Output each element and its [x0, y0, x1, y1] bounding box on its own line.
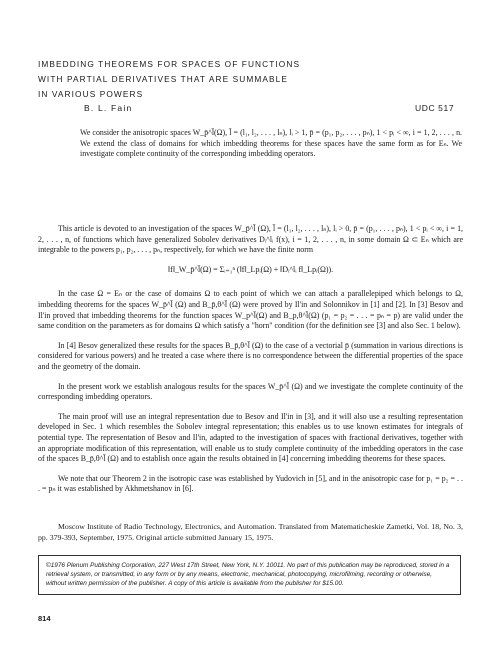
copyright-box: ©1976 Plenum Publishing Corporation, 227 West 17th Street, New York, N.Y. 10011. No part of this publication may be reproduced, stored in a retrieval system, or transmitted, in any form or by any means, electronic, mechanical, photocopying, microfilming, recording or otherwise, without written permission of the publisher. A copy of this article is available from the publisher for $15.00.: [38, 555, 461, 595]
page-number: 814: [38, 614, 51, 623]
body-paragraph: In [4] Besov generalized these results for the spaces B_p̄,θ^l̄ (Ω) to the case of a vectorial p̄ (summation in various directions is considered for various powers) and he treated a case where there is no correspondence between the differential properties of the space and the geometry of the domain.: [38, 340, 463, 371]
body-paragraph: This article is devoted to an investigation of the spaces W_p̄^l̄ (Ω), l̄ = (l₁, l₂, . . . , lₙ), lᵢ > 0, p̄ = (p₁, . . . , pₙ), 1 < pᵢ < ∞, i = 1, 2, . . . , n, of functions which have generalized Sobolev derivatives Dᵢ^lᵢ f(x), i = 1, 2, . . . , n, in some domain Ω ⊂ Eₙ which are integrable to the powers p₁, p₂, . . . , pₙ, respectively, for which we have the finite norm: [38, 224, 463, 255]
article-title: [38, 57, 458, 102]
body-paragraph: We note that our Theorem 2 in the isotropic case was established by Yudovich in [5], and in the anisotropic case for p₁ = p₂ = . . . = pₙ it was established by Akhmetshanov in [6].: [38, 473, 463, 494]
norm-formula: ‖f‖_W_p̄^l̄(Ω) = Σᵢ₌₁ⁿ (‖f‖_Lpᵢ(Ω) + ‖Dᵢ^lᵢ f‖_Lpᵢ(Ω)).: [167, 264, 334, 274]
article-body: [38, 224, 463, 504]
author-name: B. L. Fain: [84, 103, 133, 113]
udc-code: UDC 517: [415, 103, 455, 113]
title-line: IMBEDDING THEOREMS FOR SPACES OF FUNCTIONS: [38, 59, 301, 69]
abstract: We consider the anisotropic spaces W_p̄^l̄(Ω), l̄ = (l₁, l₂, . . . , lₙ), lᵢ > 1, p̄ = (p₁, p₂, . . . , pₙ), 1 < pᵢ < ∞, i = 1, 2, . . . , n. We extend the class of domains for which imbedding theorems for these spaces have the same form as for Eₙ. We investigate complete continuity of the corresponding imbedding operators.: [80, 128, 462, 159]
body-paragraph: The main proof will use an integral representation due to Besov and Il'in in [3], and it will also use a resulting representation developed in Sec. 1 which resembles the Sobolev integral representation; this enables us to use known estimates for integrals of potential type. The representation of Besov and Il'in, adapted to the investigation of spaces with fractional derivatives, together with an appropriate modification of this representation, will enable us to study complete continuity of the imbedding operators in the case of the spaces B_p̄,θ^l̄ (Ω) and to establish once again the results obtained in [4] concerning imbedding theorems for these spaces.: [38, 411, 463, 464]
body-paragraph: In the case Ω = Eₙ or the case of domains Ω to each point of which we can attach a parallelepiped which belongs to Ω, imbedding theorems for the spaces W_p̄^l̄ (Ω) and B_p̄,θ^l̄ (Ω) were proved by Il'in and Solonnikov in [1] and [2]. In [3] Besov and Il'in proved that imbedding theorems for the function spaces W_p^l̄(Ω) and B_p,θ^l̄(Ω) (p₁ = p₂ = . . . = pₙ = p) are valid under the same condition on the parameters as for domains Ω which satisfy a "horn" condition (for the definition see [3] and also Sec. 1 below).: [38, 289, 463, 331]
body-paragraph: In the present work we establish analogous results for the spaces W_p̄^l̄ (Ω) and we investigate the complete continuity of the corresponding imbedding operators.: [38, 381, 463, 402]
title-line: IN VARIOUS POWERS: [38, 89, 144, 99]
affiliation-footnote: Moscow Institute of Radio Technology, Electronics, and Automation. Translated from Matematicheskie Zametki, Vol. 18, No. 3, pp. 379-393, September, 1975. Original article submitted January 15, 1975.: [38, 522, 463, 542]
title-line: WITH PARTIAL DERIVATIVES THAT ARE SUMMABLE: [38, 74, 288, 84]
